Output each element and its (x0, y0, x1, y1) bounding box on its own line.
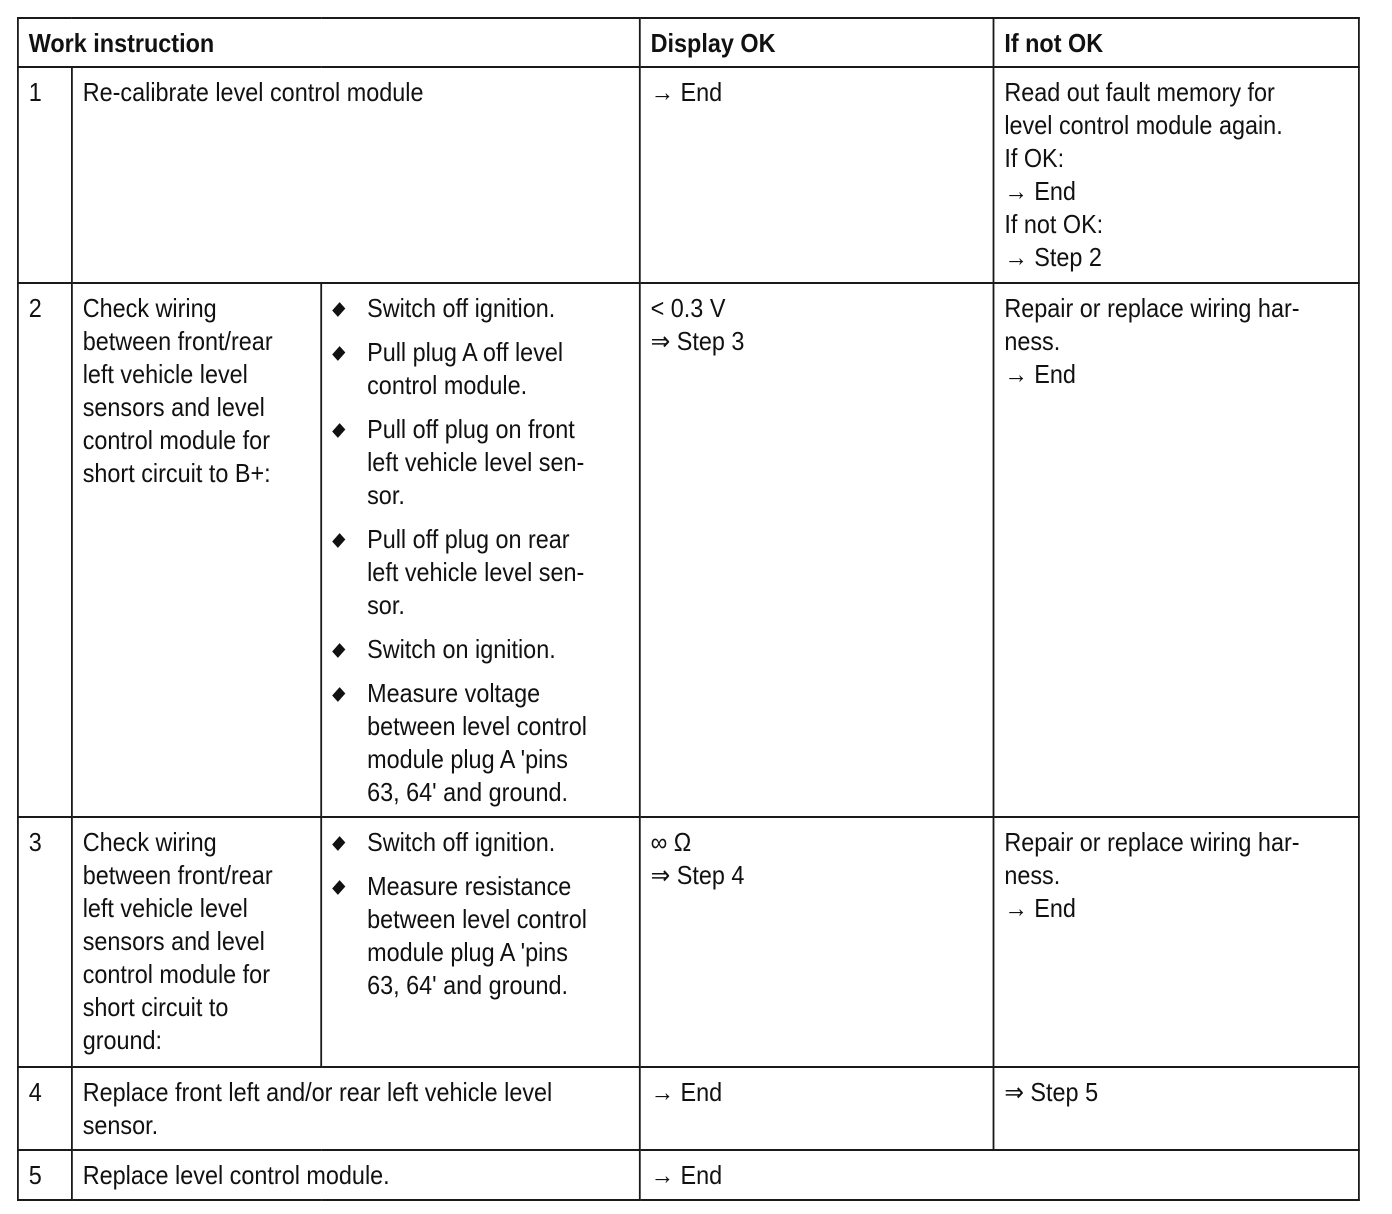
steps-list (322, 826, 629, 1002)
list-item (322, 826, 629, 859)
display-ok-cell (640, 1067, 994, 1150)
if-not-ok-line: If OK: (1004, 143, 1065, 173)
step-line: Measure resistance (367, 871, 572, 901)
if-not-ok-cell (994, 1067, 1359, 1150)
steps-cell (321, 283, 640, 817)
if-not-ok-line: ⇒ Step 5 (1004, 1077, 1099, 1107)
diamond-bullet-icon (332, 643, 345, 658)
display-ok-line: → End (650, 77, 723, 107)
diamond-bullet-icon (332, 836, 345, 851)
step-line: Switch off ignition. (367, 293, 556, 323)
if-not-ok-line: → End (1004, 176, 1076, 206)
instruction-line: Check wiring (82, 293, 217, 323)
step-line: 63, 64' and ground. (367, 777, 569, 807)
header-display-ok: Display OK (640, 18, 994, 67)
step-number: 4 (18, 1067, 72, 1150)
instruction-cell (72, 67, 640, 283)
step-number: 2 (18, 283, 72, 817)
if-not-ok-line: ness. (1004, 326, 1061, 356)
instruction-cell (72, 283, 321, 817)
list-item (322, 336, 629, 402)
display-ok-cell (640, 283, 994, 817)
step-line: Switch off ignition. (367, 827, 556, 857)
instruction-line: left vehicle level (82, 359, 248, 389)
list-item (322, 677, 629, 809)
instruction-text: Replace level control module. (82, 1160, 390, 1190)
display-ok-cell (640, 67, 994, 283)
instruction-line: sensors and level (82, 926, 265, 956)
step-line: Measure voltage (367, 678, 541, 708)
instruction-line: left vehicle level (82, 893, 248, 923)
step-number: 3 (18, 817, 72, 1067)
instruction-line: between front/rear (82, 326, 273, 356)
step-line: module plug A 'pins (367, 937, 569, 967)
diamond-bullet-icon (332, 533, 345, 548)
steps-list (322, 292, 629, 809)
display-ok-cell (640, 1150, 1359, 1200)
step-line: 63, 64' and ground. (367, 970, 569, 1000)
header-work-instruction: Work instruction (18, 18, 640, 67)
instruction-line: sensors and level (82, 392, 265, 422)
step-line: Pull off plug on front (367, 414, 575, 444)
step-line: between level control (367, 904, 587, 934)
if-not-ok-line: → End (1004, 359, 1076, 389)
instruction-line: ground: (82, 1025, 163, 1055)
instruction-line: control module for (82, 959, 270, 989)
display-ok-line: ∞ Ω (650, 827, 692, 857)
if-not-ok-cell (994, 67, 1359, 283)
if-not-ok-line: level control module again. (1004, 110, 1283, 140)
if-not-ok-line: If not OK: (1004, 209, 1104, 239)
list-item (322, 523, 629, 622)
diamond-bullet-icon (332, 346, 345, 361)
instruction-cell (72, 817, 321, 1067)
instruction-line: short circuit to (82, 992, 229, 1022)
step-line: sor. (367, 480, 405, 510)
diamond-bullet-icon (332, 687, 345, 702)
display-ok-line: ⇒ Step 3 (650, 326, 745, 356)
display-ok-line: ⇒ Step 4 (650, 860, 745, 890)
if-not-ok-line: Repair or replace wiring har- (1004, 293, 1300, 323)
header-row (18, 18, 1359, 67)
if-not-ok-line: Repair or replace wiring har- (1004, 827, 1300, 857)
instruction-text: Re-calibrate level control module (82, 77, 424, 107)
table-row (18, 67, 1359, 283)
step-line: left vehicle level sen- (367, 447, 585, 477)
table-row (18, 283, 1359, 817)
instruction-cell (72, 1067, 640, 1150)
if-not-ok-cell (994, 817, 1359, 1067)
if-not-ok-line: ness. (1004, 860, 1061, 890)
if-not-ok-line: → End (1004, 893, 1076, 923)
header-if-not-ok: If not OK (994, 18, 1359, 67)
step-number: 1 (18, 67, 72, 283)
display-ok-line: → End (650, 1160, 723, 1190)
step-line: Switch on ignition. (367, 634, 556, 664)
step-line: Pull plug A off level (367, 337, 564, 367)
step-line: module plug A 'pins (367, 744, 569, 774)
instruction-line: between front/rear (82, 860, 273, 890)
table-row (18, 1150, 1359, 1200)
table-row (18, 817, 1359, 1067)
step-line: between level control (367, 711, 587, 741)
list-item (322, 292, 629, 325)
step-line: sor. (367, 590, 405, 620)
steps-cell (321, 817, 640, 1067)
step-number: 5 (18, 1150, 72, 1200)
work-instruction-table (17, 17, 1360, 1201)
display-ok-cell (640, 817, 994, 1067)
list-item (322, 633, 629, 666)
instruction-line: control module for (82, 425, 270, 455)
diamond-bullet-icon (332, 302, 345, 317)
instruction-cell (72, 1150, 640, 1200)
diamond-bullet-icon (332, 880, 345, 895)
step-line: control module. (367, 370, 528, 400)
if-not-ok-cell (994, 283, 1359, 817)
display-ok-line: → End (650, 1077, 723, 1107)
list-item (322, 413, 629, 512)
display-ok-line: < 0.3 V (650, 293, 726, 323)
instruction-line: sensor. (82, 1110, 159, 1140)
instruction-line: Check wiring (82, 827, 217, 857)
if-not-ok-line: → Step 2 (1004, 242, 1102, 272)
step-line: Pull off plug on rear (367, 524, 570, 554)
if-not-ok-line: Read out fault memory for (1004, 77, 1275, 107)
list-item (322, 870, 629, 1002)
diamond-bullet-icon (332, 423, 345, 438)
table-row (18, 1067, 1359, 1150)
step-line: left vehicle level sen- (367, 557, 585, 587)
instruction-line: short circuit to B+: (82, 458, 271, 488)
instruction-line: Replace front left and/or rear left vehicle level (82, 1077, 553, 1107)
